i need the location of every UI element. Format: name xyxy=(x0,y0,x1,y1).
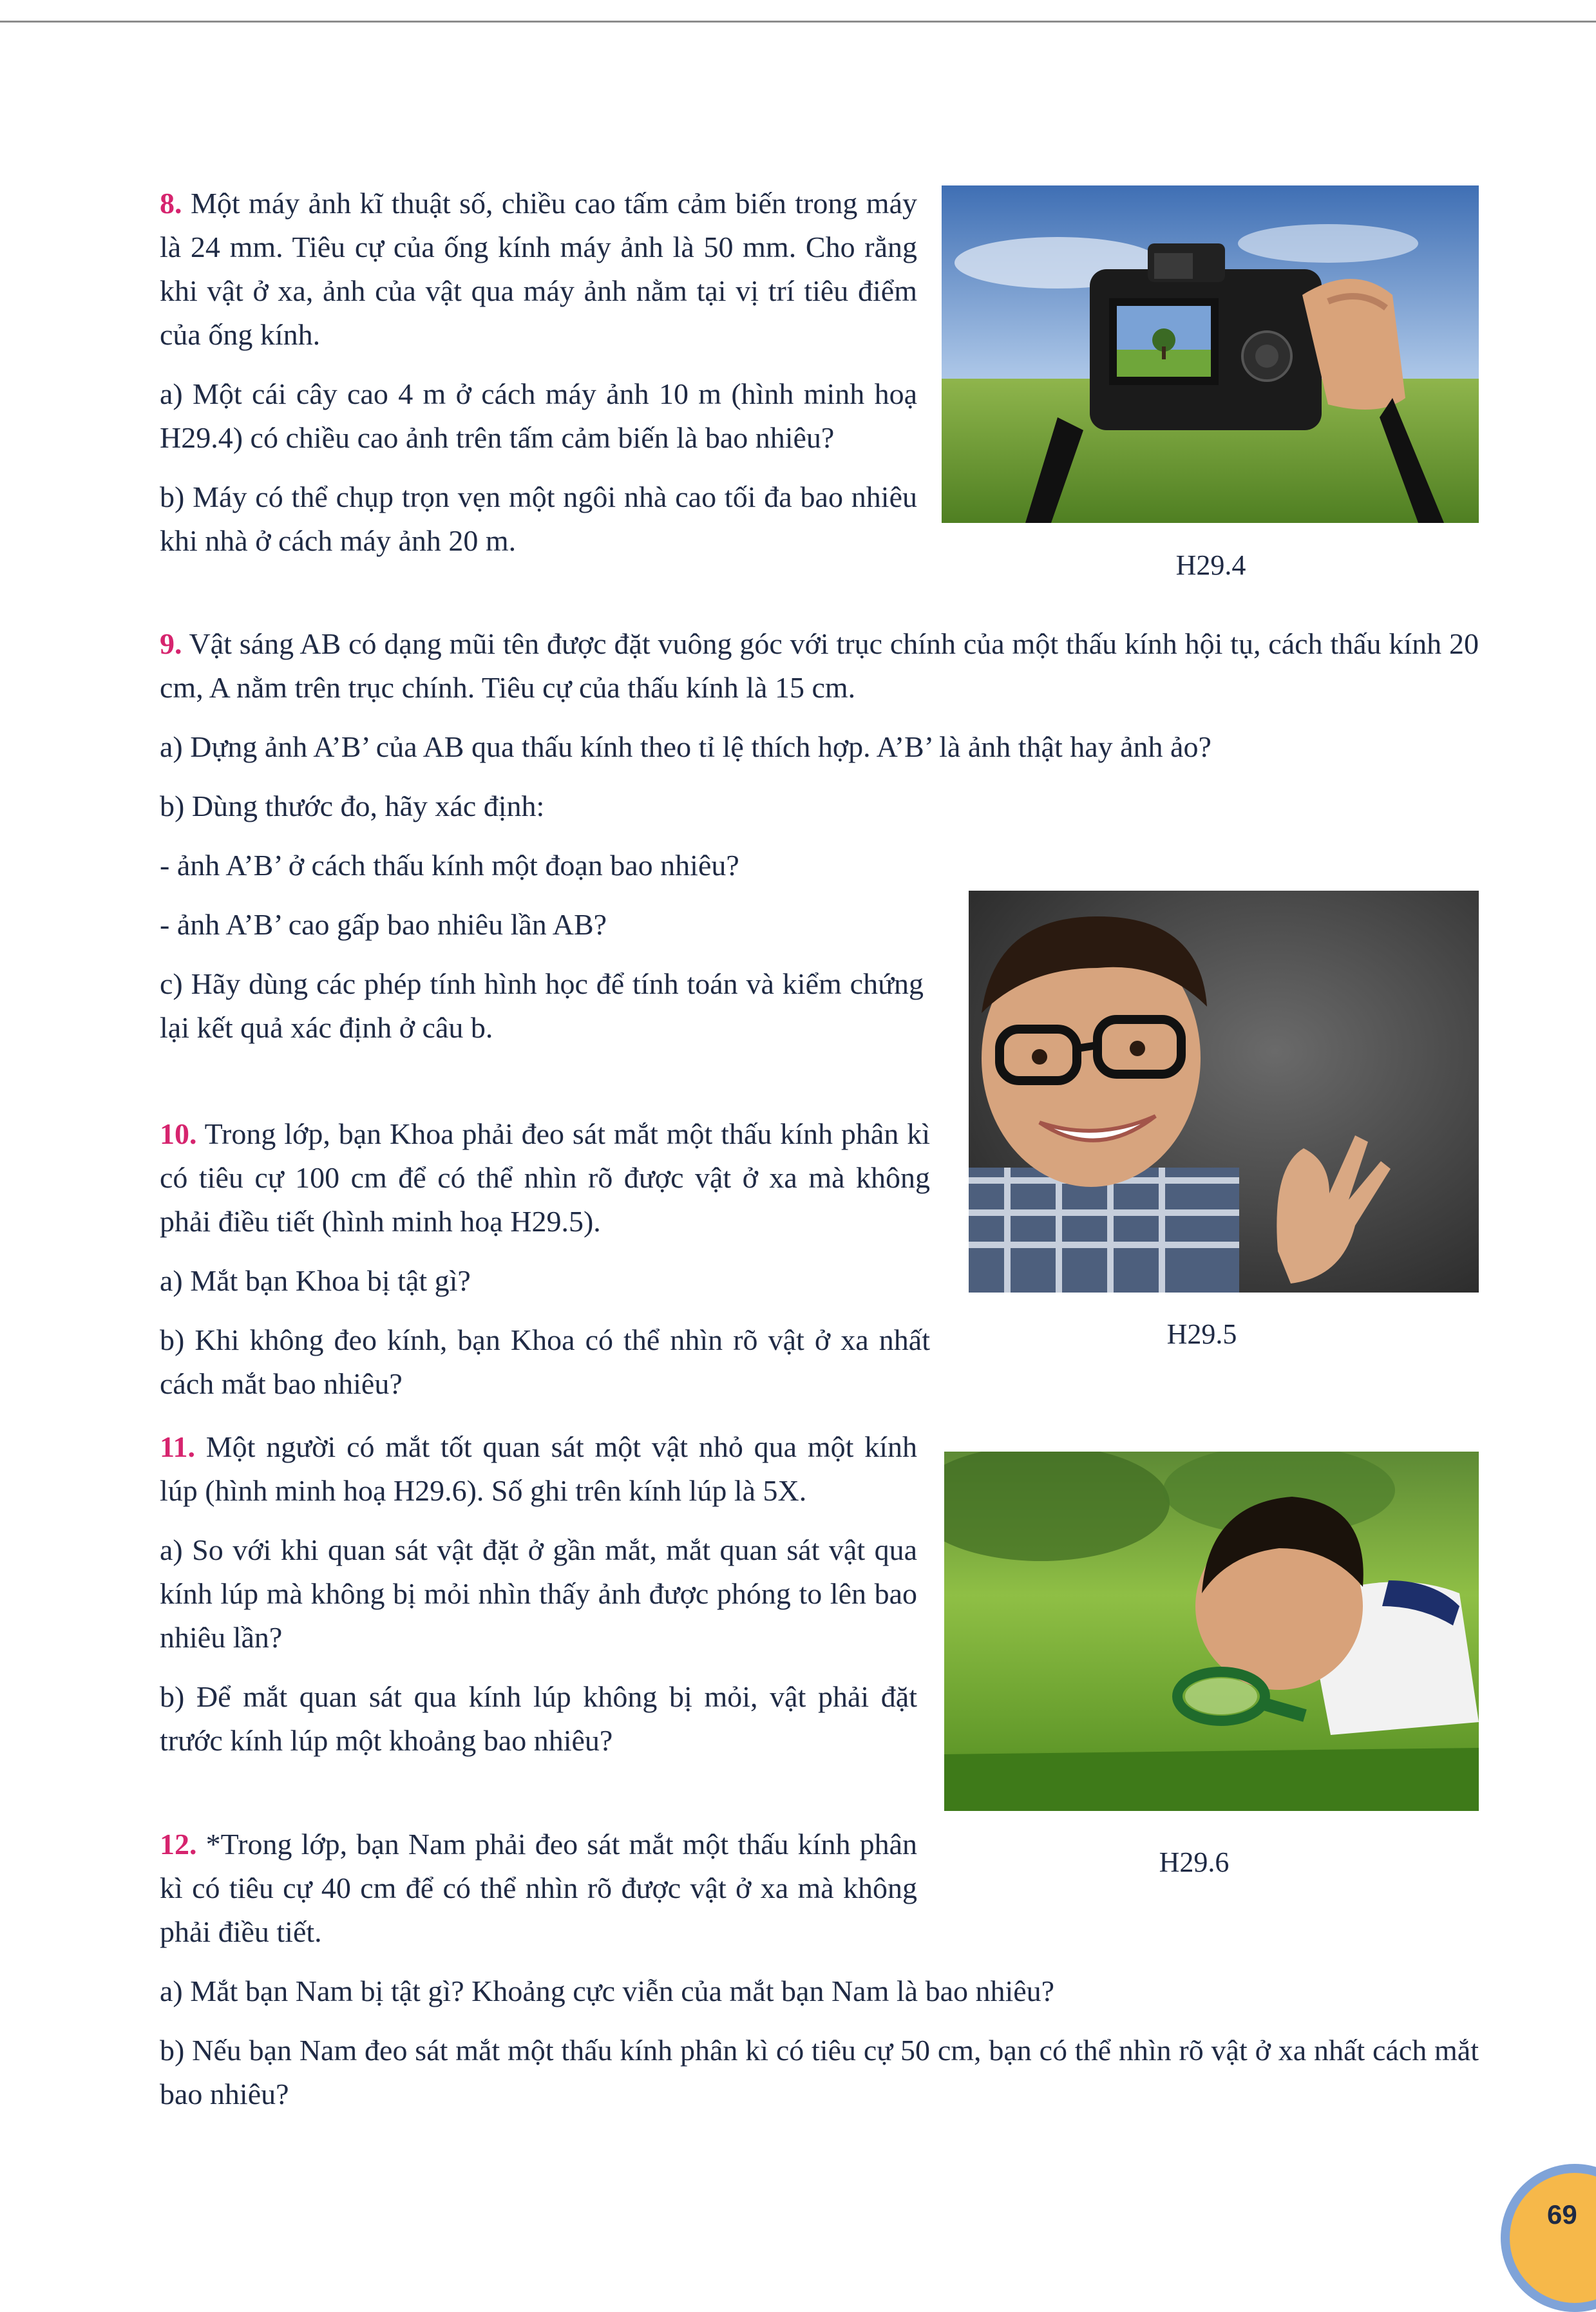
boy-glasses-photo xyxy=(969,891,1479,1293)
question-8 xyxy=(160,182,917,563)
figure-caption-h29-5: H29.5 xyxy=(1166,1318,1237,1350)
q11-part-b: b) Để mắt quan sát qua kính lúp không bị mỏi, vật phải đặt trước kính lúp một khoảng bao nhiêu? xyxy=(160,1680,917,1757)
q9-intro: 9. Vật sáng AB có dạng mũi tên được đặt vuông góc với trục chính của một thấu kính hội tụ, cách thấu kính 20 cm, A nằm trên trục chính. Tiêu cự của thấu kính là 15 cm. xyxy=(160,627,1479,704)
page-number: 69 xyxy=(1547,2199,1577,2230)
q9-part-b: b) Dùng thước đo, hãy xác định: xyxy=(160,790,545,822)
question-11 xyxy=(160,1425,917,1763)
q8-number: 8. xyxy=(160,187,182,220)
q10-part-a: a) Mắt bạn Khoa bị tật gì? xyxy=(160,1264,471,1297)
q9-part-b1: - ảnh A’B’ ở cách thấu kính một đoạn bao nhiêu? xyxy=(160,849,739,882)
q12-part-a: a) Mắt bạn Nam bị tật gì? Khoảng cực viễn của mắt bạn Nam là bao nhiêu? xyxy=(160,1975,1055,2007)
q9-part-b2: - ảnh A’B’ cao gấp bao nhiêu lần AB? xyxy=(160,908,607,941)
top-rule xyxy=(0,21,1596,23)
q11-part-a: a) So với khi quan sát vật đặt ở gần mắt, mắt quan sát vật qua kính lúp mà không bị mỏi nhìn thấy ảnh được phóng to lên bao nhiêu lần? xyxy=(160,1533,917,1654)
q12-number: 12. xyxy=(160,1828,197,1861)
q8-intro: 8. Một máy ảnh kĩ thuật số, chiều cao tấm cảm biến trong máy là 24 mm. Tiêu cự của ống kính máy ảnh là 50 mm. Cho rằng khi vật ở xa, ảnh của vật qua máy ảnh nằm tại vị trí tiêu điểm của ống kính. xyxy=(160,187,918,351)
figure-caption-h29-4: H29.4 xyxy=(1175,549,1246,581)
q9-number: 9. xyxy=(160,627,182,660)
q12-part-b: b) Nếu bạn Nam đeo sát mắt một thấu kính phân kì có tiêu cự 50 cm, bạn có thể nhìn rõ vật ở xa nhất cách mắt bao nhiêu? xyxy=(160,2034,1479,2110)
boy-magnifier-photo xyxy=(944,1452,1479,1811)
q12-intro: 12. *Trong lớp, bạn Nam phải đeo sát mắt một thấu kính phân kì có tiêu cự 40 cm để có thể nhìn rõ được vật ở xa mà không phải điều tiết. xyxy=(160,1828,918,1948)
q10-part-b: b) Khi không đeo kính, bạn Khoa có thể nhìn rõ vật ở xa nhất cách mắt bao nhiêu? xyxy=(160,1323,930,1400)
camera-photo xyxy=(942,185,1479,523)
q10-number: 10. xyxy=(160,1117,197,1150)
q8-part-b: b) Máy có thể chụp trọn vẹn một ngôi nhà cao tối đa bao nhiêu khi nhà ở cách máy ảnh 20 m. xyxy=(160,480,917,557)
q9-part-c: c) Hãy dùng các phép tính hình học để tính toán và kiểm chứng lại kết quả xác định ở câu b. xyxy=(160,967,924,1044)
q11-number: 11. xyxy=(160,1430,195,1463)
q9-part-a: a) Dựng ảnh A’B’ của AB qua thấu kính theo tỉ lệ thích hợp. A’B’ là ảnh thật hay ảnh ảo? xyxy=(160,730,1211,763)
question-12 xyxy=(160,1823,1479,2116)
q11-intro: 11. Một người có mắt tốt quan sát một vật nhỏ qua một kính lúp (hình minh hoạ H29.6). Số ghi trên kính lúp là 5X. xyxy=(160,1430,917,1507)
figure-caption-h29-6: H29.6 xyxy=(1159,1846,1230,1878)
question-10 xyxy=(160,1112,930,1406)
page-number-badge xyxy=(1501,2164,1596,2312)
q10-intro: 10. Trong lớp, bạn Khoa phải đeo sát mắt một thấu kính phân kì có tiêu cự 100 cm để có thể nhìn rõ được vật ở xa mà không phải điều tiết (hình minh hoạ H29.5). xyxy=(160,1117,931,1238)
q8-part-a: a) Một cái cây cao 4 m ở cách máy ảnh 10 m (hình minh hoạ H29.4) có chiều cao ảnh trên tấm cảm biến là bao nhiêu? xyxy=(160,377,917,454)
